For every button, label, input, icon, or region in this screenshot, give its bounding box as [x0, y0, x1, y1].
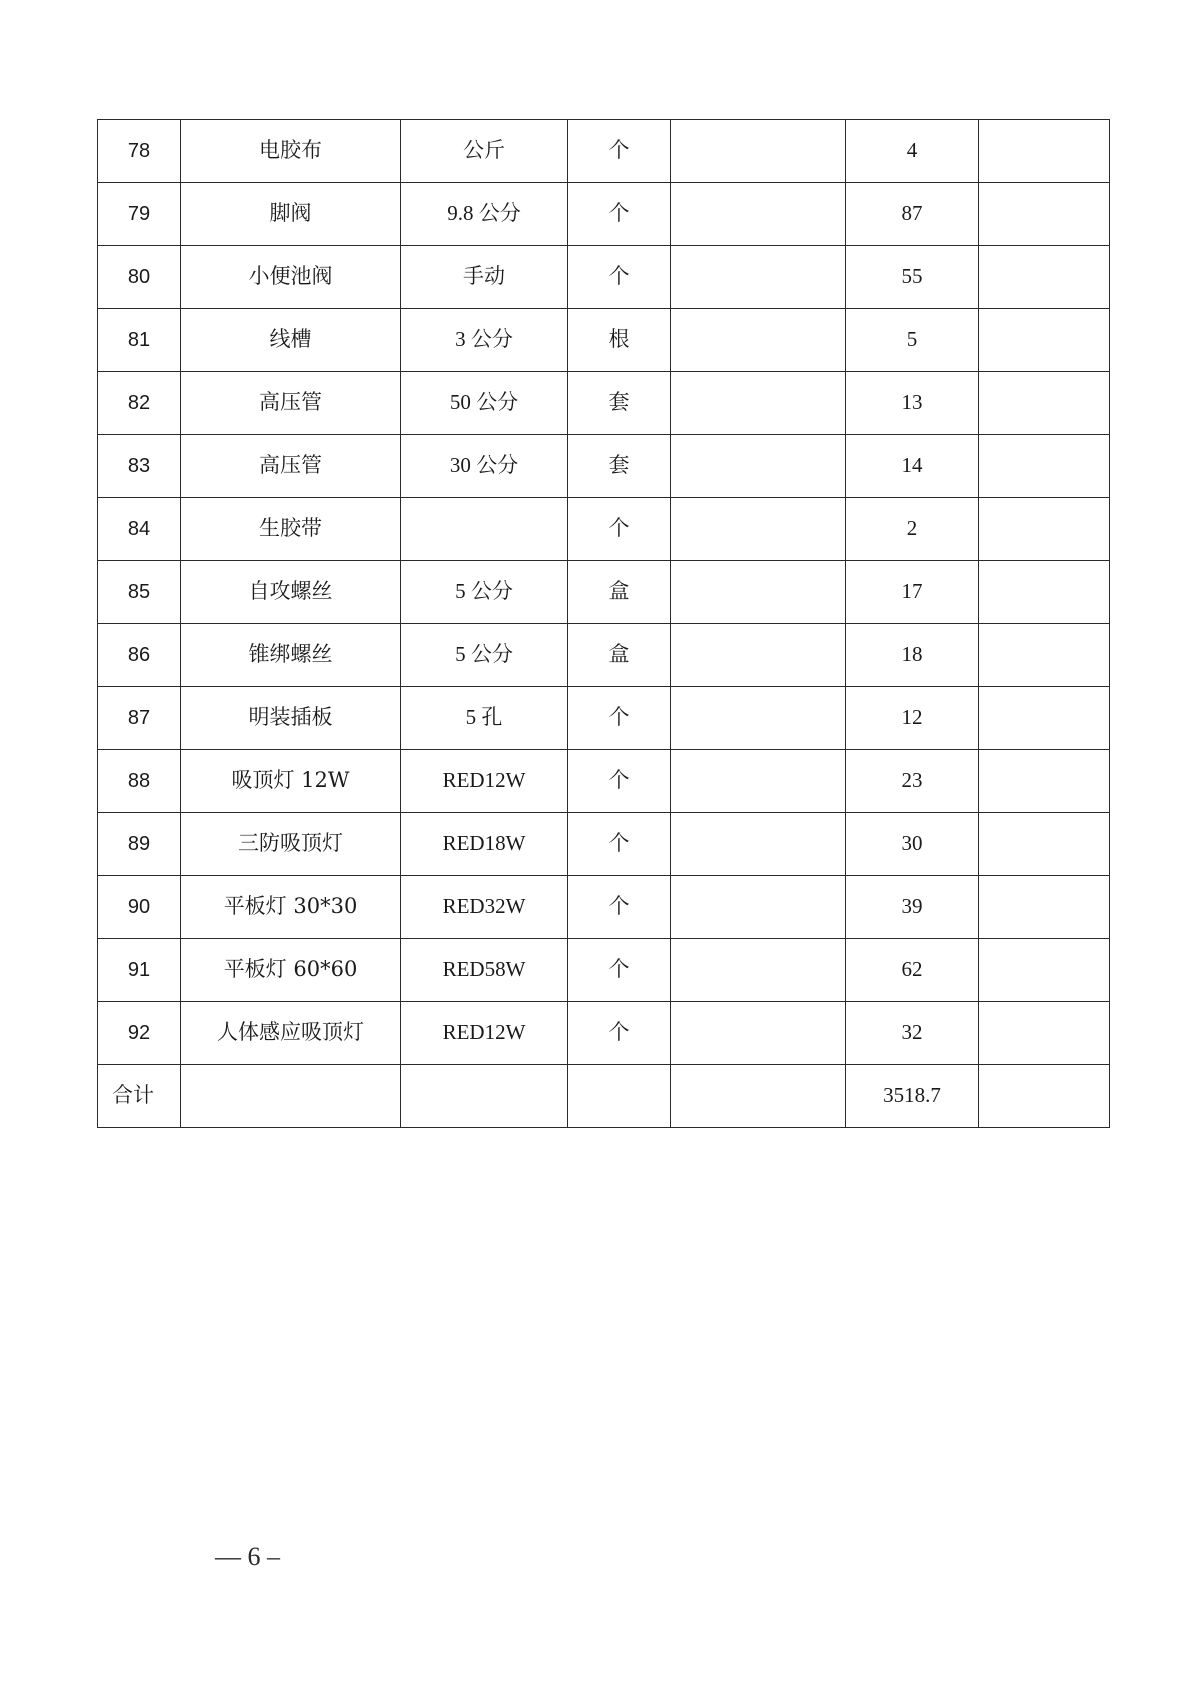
row-number: 90 [98, 876, 181, 939]
item-price [671, 435, 846, 498]
row-number: 78 [98, 120, 181, 183]
row-number: 89 [98, 813, 181, 876]
table-row [98, 750, 1110, 813]
table-row [98, 876, 1110, 939]
item-unit: 个 [568, 120, 671, 183]
item-name: 自攻螺丝 [181, 561, 401, 624]
row-number: 85 [98, 561, 181, 624]
row-number: 86 [98, 624, 181, 687]
item-spec: 5 公分 [401, 561, 568, 624]
item-unit: 套 [568, 372, 671, 435]
row-number: 81 [98, 309, 181, 372]
item-spec: RED32W [401, 876, 568, 939]
item-spec: 3 公分 [401, 309, 568, 372]
item-price [671, 372, 846, 435]
item-price [671, 561, 846, 624]
item-price [671, 624, 846, 687]
table-row [98, 183, 1110, 246]
item-unit: 个 [568, 876, 671, 939]
row-number: 87 [98, 687, 181, 750]
table-row [98, 561, 1110, 624]
item-price [671, 750, 846, 813]
item-price [671, 120, 846, 183]
total-empty-cell [979, 1065, 1110, 1128]
item-name: 生胶带 [181, 498, 401, 561]
item-spec: 50 公分 [401, 372, 568, 435]
item-spec [401, 498, 568, 561]
item-name: 锥绑螺丝 [181, 624, 401, 687]
item-quantity: 23 [846, 750, 979, 813]
item-note [979, 183, 1110, 246]
item-name: 电胶布 [181, 120, 401, 183]
item-note [979, 309, 1110, 372]
item-price [671, 687, 846, 750]
item-quantity: 13 [846, 372, 979, 435]
row-number: 79 [98, 183, 181, 246]
item-price [671, 246, 846, 309]
item-quantity: 62 [846, 939, 979, 1002]
item-note [979, 498, 1110, 561]
item-note [979, 561, 1110, 624]
item-name: 高压管 [181, 372, 401, 435]
item-spec: 5 孔 [401, 687, 568, 750]
total-empty-cell [181, 1065, 401, 1128]
item-spec: 30 公分 [401, 435, 568, 498]
item-unit: 个 [568, 1002, 671, 1065]
row-number: 80 [98, 246, 181, 309]
item-note [979, 1002, 1110, 1065]
row-number: 84 [98, 498, 181, 561]
item-spec: 9.8 公分 [401, 183, 568, 246]
item-quantity: 12 [846, 687, 979, 750]
item-spec: RED12W [401, 1002, 568, 1065]
item-price [671, 876, 846, 939]
item-unit: 个 [568, 813, 671, 876]
total-value: 3518.7 [846, 1065, 979, 1128]
table-row [98, 309, 1110, 372]
item-unit: 个 [568, 498, 671, 561]
row-number: 83 [98, 435, 181, 498]
item-price [671, 309, 846, 372]
item-name: 平板灯 60*60 [181, 939, 401, 1002]
item-spec: 5 公分 [401, 624, 568, 687]
table-row [98, 939, 1110, 1002]
item-unit: 个 [568, 687, 671, 750]
item-name: 线槽 [181, 309, 401, 372]
materials-table [97, 119, 1110, 1128]
item-name: 人体感应吸顶灯 [181, 1002, 401, 1065]
item-quantity: 18 [846, 624, 979, 687]
item-unit: 个 [568, 750, 671, 813]
item-name: 脚阀 [181, 183, 401, 246]
item-note [979, 372, 1110, 435]
item-price [671, 183, 846, 246]
item-price [671, 813, 846, 876]
item-quantity: 32 [846, 1002, 979, 1065]
item-quantity: 4 [846, 120, 979, 183]
item-unit: 个 [568, 246, 671, 309]
item-unit: 个 [568, 183, 671, 246]
table-row [98, 813, 1110, 876]
item-spec: RED58W [401, 939, 568, 1002]
item-quantity: 30 [846, 813, 979, 876]
table-row [98, 372, 1110, 435]
item-unit: 盒 [568, 561, 671, 624]
table-row [98, 498, 1110, 561]
row-number: 82 [98, 372, 181, 435]
item-quantity: 2 [846, 498, 979, 561]
item-price [671, 1002, 846, 1065]
item-name: 明装插板 [181, 687, 401, 750]
item-note [979, 750, 1110, 813]
item-quantity: 5 [846, 309, 979, 372]
item-quantity: 39 [846, 876, 979, 939]
item-unit: 套 [568, 435, 671, 498]
item-spec: RED18W [401, 813, 568, 876]
item-name: 高压管 [181, 435, 401, 498]
item-quantity: 87 [846, 183, 979, 246]
item-note [979, 813, 1110, 876]
table-body [98, 120, 1110, 1128]
row-number: 88 [98, 750, 181, 813]
total-label: 合计 [98, 1065, 181, 1128]
page-number: — 6 – [215, 1542, 280, 1571]
total-empty-cell [401, 1065, 568, 1128]
item-note [979, 435, 1110, 498]
item-spec: 公斤 [401, 120, 568, 183]
item-unit: 根 [568, 309, 671, 372]
item-quantity: 17 [846, 561, 979, 624]
item-unit: 个 [568, 939, 671, 1002]
total-row [98, 1065, 1110, 1128]
item-note [979, 246, 1110, 309]
table-row [98, 687, 1110, 750]
item-spec: 手动 [401, 246, 568, 309]
table-row [98, 1002, 1110, 1065]
table-row [98, 435, 1110, 498]
item-spec: RED12W [401, 750, 568, 813]
item-name: 吸顶灯 12W [181, 750, 401, 813]
item-quantity: 55 [846, 246, 979, 309]
row-number: 91 [98, 939, 181, 1002]
item-note [979, 876, 1110, 939]
item-quantity: 14 [846, 435, 979, 498]
row-number: 92 [98, 1002, 181, 1065]
item-price [671, 498, 846, 561]
total-empty-cell [671, 1065, 846, 1128]
table-row [98, 120, 1110, 183]
total-empty-cell [568, 1065, 671, 1128]
item-note [979, 687, 1110, 750]
table-row [98, 246, 1110, 309]
item-note [979, 120, 1110, 183]
table-row [98, 624, 1110, 687]
item-price [671, 939, 846, 1002]
item-name: 三防吸顶灯 [181, 813, 401, 876]
item-name: 小便池阀 [181, 246, 401, 309]
item-note [979, 624, 1110, 687]
item-unit: 盒 [568, 624, 671, 687]
item-name: 平板灯 30*30 [181, 876, 401, 939]
item-note [979, 939, 1110, 1002]
